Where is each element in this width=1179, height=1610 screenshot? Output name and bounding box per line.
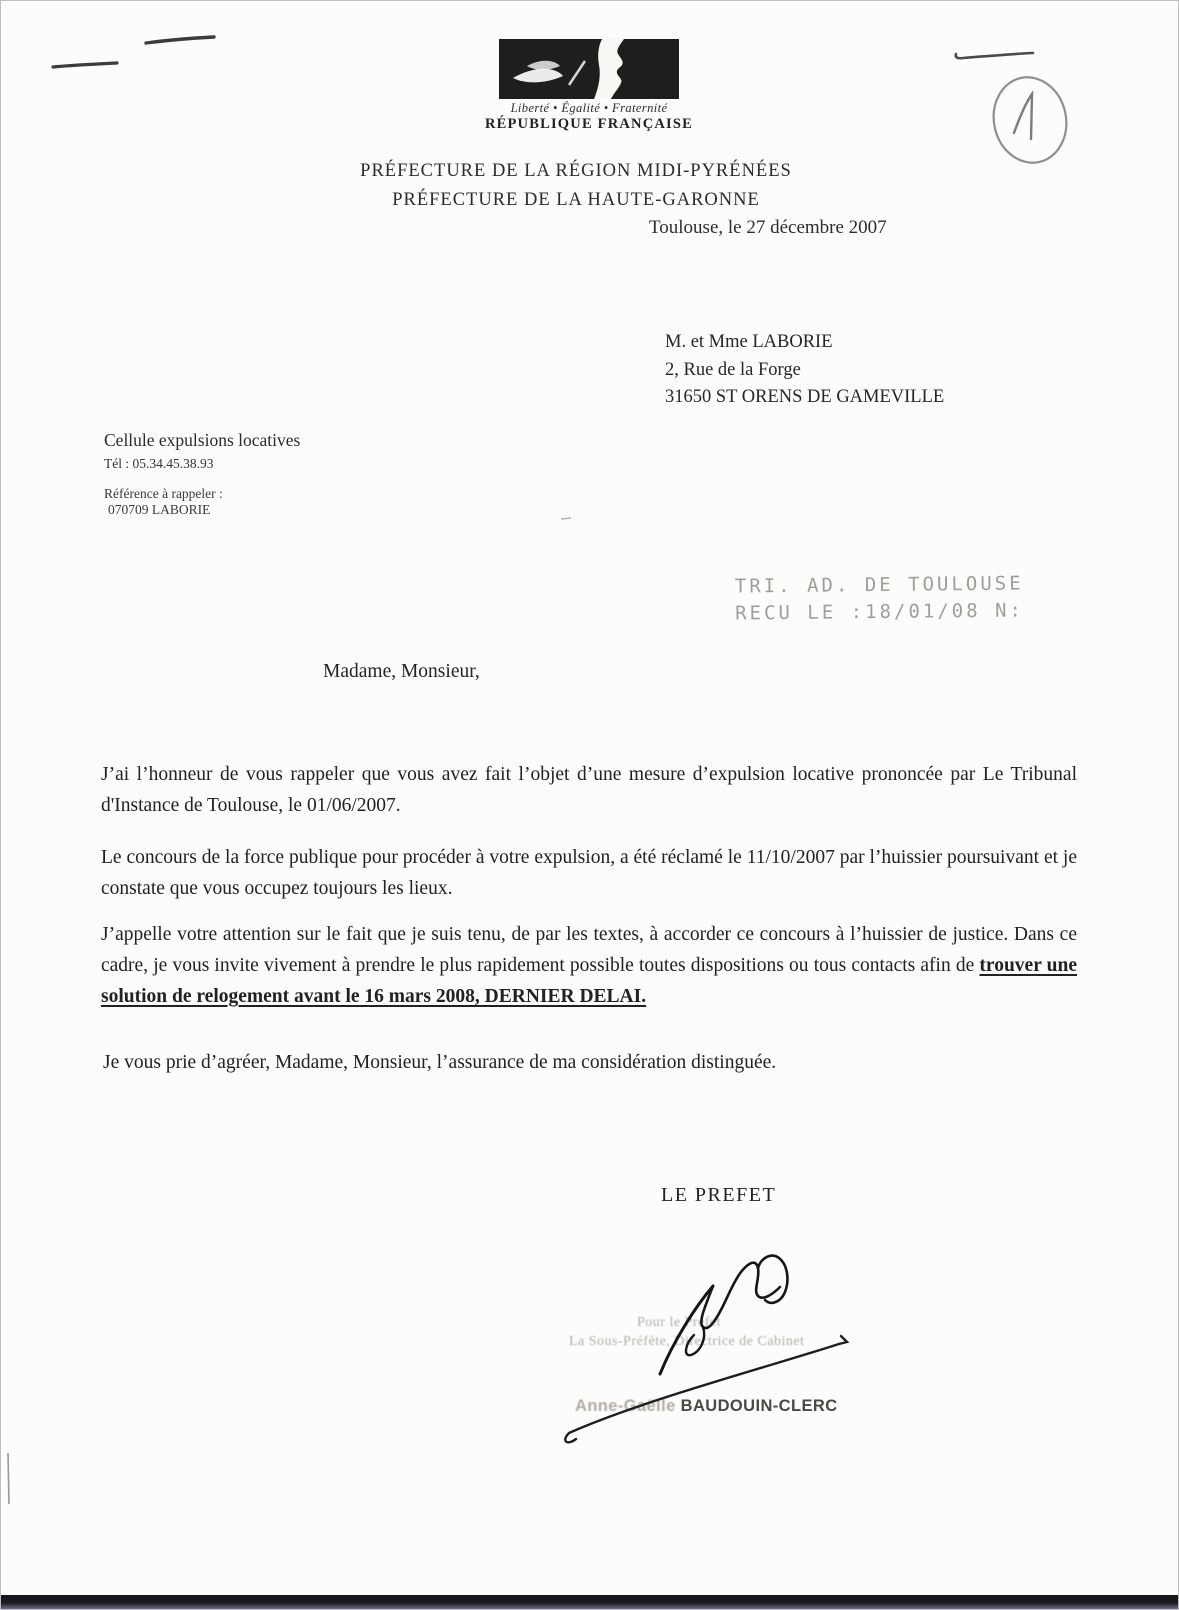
signature-title: LE PREFET <box>661 1184 777 1206</box>
circled-page-number <box>986 70 1074 169</box>
scan-artifact-left-edge <box>8 1453 9 1504</box>
reference-value: 070709 LABORIE <box>108 502 211 517</box>
recipient-name: M. et Mme LABORIE <box>665 332 833 352</box>
pen-mark-top-left-1 <box>146 37 214 43</box>
paragraph-1: J’ai l’honneur de vous rappeler que vous avez fait l’objet d’une mesure d’expulsion locative prononcée par Le Tribunal d'Instance de Toulouse, le 01/06/2007. <box>101 764 1077 816</box>
scan-bottom-edge <box>1 1595 1178 1609</box>
paragraph-2: Le concours de la force publique pour procéder à votre expulsion, a été réclamé le 11/10/2007 par l’huissier poursuivant et je constate que vous occupez toujours les lieux. <box>101 847 1077 899</box>
stamp-line2: RECU LE :18/01/08 N: <box>735 599 1025 625</box>
salutation: Madame, Monsieur, <box>323 661 480 682</box>
scan-artifact-smudge <box>561 518 571 519</box>
signer-name <box>575 1397 838 1416</box>
logo-motto: Liberté • Égalité • Fraternité <box>510 101 668 115</box>
stamp-line1: TRI. AD. DE TOULOUSE <box>734 572 1024 598</box>
tribunal-receipt-stamp <box>735 570 1024 627</box>
sender-service: Cellule expulsions locatives <box>104 430 301 450</box>
paragraph-3-deadline: trouver une solution de relogement avant le 16 mars 2008, DERNIER DELAI. <box>101 955 1077 1007</box>
prefecture-region-title: PRÉFECTURE DE LA RÉGION MIDI-PYRÉNÉES <box>360 161 792 181</box>
recipient-street: 2, Rue de la Forge <box>665 359 801 380</box>
prefecture-departement-title: PRÉFECTURE DE LA HAUTE-GARONNE <box>392 190 760 210</box>
closing-formula: Je vous prie d’agréer, Madame, Monsieur, l’assurance de ma considération distinguée. <box>103 1052 777 1073</box>
logo-republic: RÉPUBLIQUE FRANÇAISE <box>484 116 694 132</box>
marianne-logo <box>499 39 679 99</box>
delegation-line-2: La Sous-Préfète, Directrice de Cabinet <box>569 1334 805 1349</box>
sender-phone: Tél : 05.34.45.38.93 <box>104 456 214 471</box>
paragraph-3 <box>101 919 1077 1012</box>
pen-mark-top-right <box>956 53 1033 58</box>
pen-mark-top-left-2 <box>53 63 117 67</box>
dateline: Toulouse, le 27 décembre 2007 <box>649 217 887 238</box>
delegation-line-1: Pour le Préfet <box>637 1315 721 1330</box>
signature-arrow-stroke <box>565 1336 847 1442</box>
paragraph-3-text: J’appelle votre attention sur le fait que je suis tenu, de par les textes, à accorder ce concours à l’huissier de justice. Dans ce cadre, je vous invite vivement à prendre le plus rapidement possible toutes dispositions ou tous contacts afin de <box>101 924 1077 976</box>
recipient-address <box>665 329 944 412</box>
reference-label: Référence à rappeler : <box>104 486 223 501</box>
signer-first-name: Anne-Gaëlle <box>575 1397 681 1415</box>
signer-last-name: BAUDOUIN-CLERC <box>680 1397 838 1415</box>
recipient-city: 31650 ST ORENS DE GAMEVILLE <box>665 387 945 407</box>
